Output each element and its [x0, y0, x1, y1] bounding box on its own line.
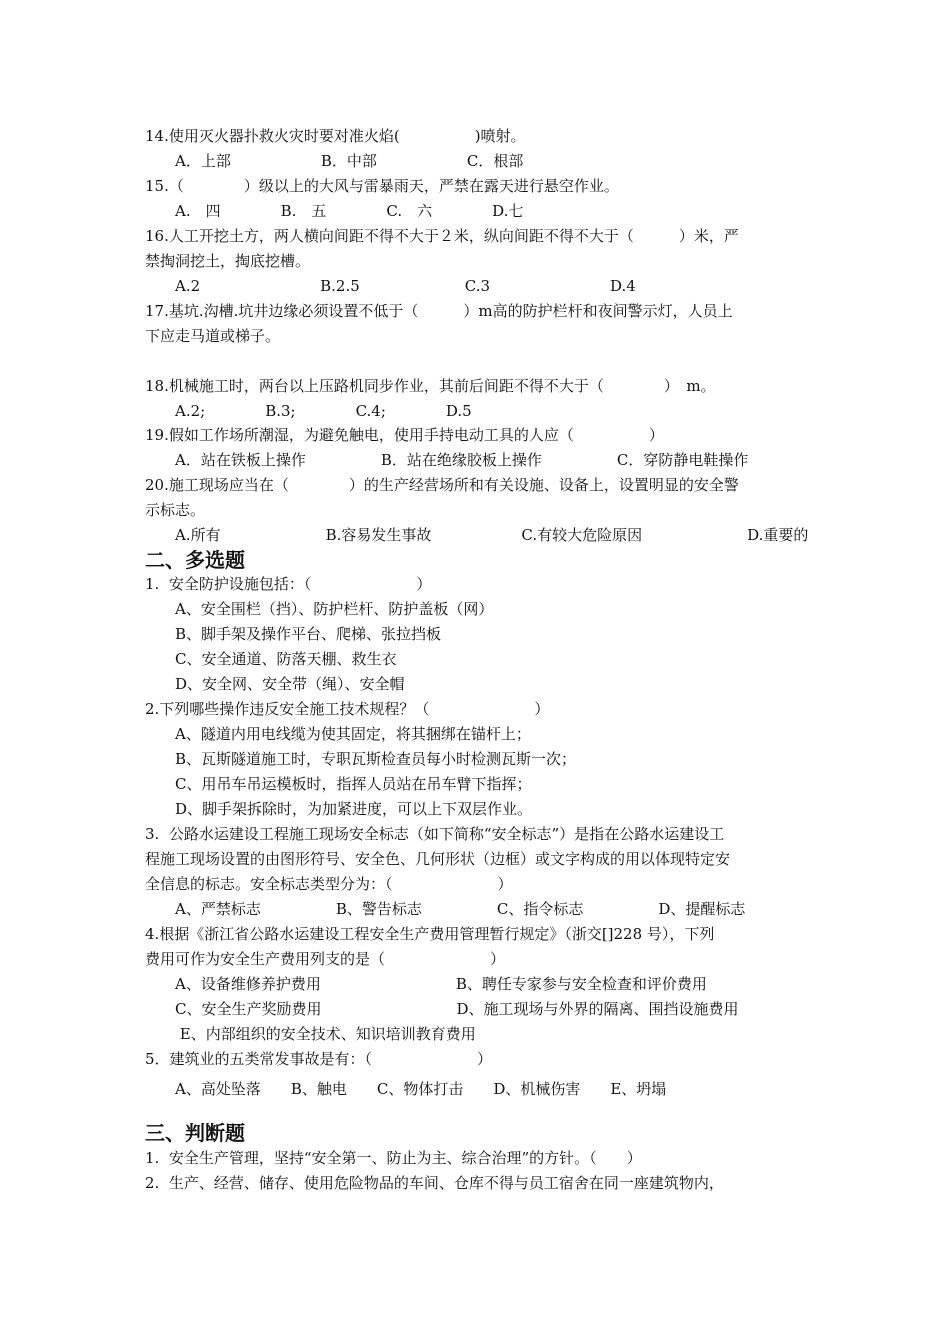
mc-question-3-options: A、严禁标志 B、警告标志 C、指令标志 D、提醒标志 — [145, 900, 746, 918]
mc-question-3-line3: 全信息的标志。安全标志类型分为：（ ） — [145, 875, 513, 893]
mc-question-2-stem: 2.下列哪些操作违反安全施工技术规程？（ ） — [145, 700, 550, 718]
mc-question-2-option-b: B、瓦斯隧道施工时，专职瓦斯检查员每小时检测瓦斯一次； — [145, 750, 577, 768]
question-16-options: A.2 B.2.5 C.3 D.4 — [145, 277, 636, 295]
mc-question-1-stem: 1. 安全防护设施包括：（ ） — [145, 575, 432, 593]
mc-question-1-option-a: A、安全围栏（挡）、防护栏杆、防护盖板（网） — [145, 600, 494, 618]
mc-question-3-line2: 程施工现场设置的由图形符号、安全色、几何形状（边框）或文字构成的用以体现特定安 — [145, 850, 731, 868]
tf-question-1: 1. 安全生产管理，坚持“安全第一、防止为主、综合治理”的方针。（ ） — [145, 1149, 642, 1167]
mc-question-4-options-row1: A、设备维修养护费用 B、聘任专家参与安全检查和评价费用 — [145, 975, 707, 993]
question-20-stem-line1: 20.施工现场应当在（ ）的生产经营场所和有关设施、设备上，设置明显的安全警 — [145, 476, 739, 494]
mc-question-5-options: A、高处坠落 B、触电 C、物体打击 D、机械伤害 E、坍塌 — [145, 1080, 667, 1098]
question-16-stem-line2: 禁掏洞挖土，掏底挖槽。 — [145, 252, 311, 270]
mc-question-4-line2: 费用可作为安全生产费用列支的是（ ） — [145, 950, 506, 968]
tf-question-2: 2. 生产、经营、储存、使用危险物品的车间、仓库不得与员工宿舍在同一座建筑物内， — [145, 1174, 724, 1192]
mc-question-3-line1: 3. 公路水运建设工程施工现场安全标志（如下简称“安全标志”）是指在公路水运建设工 — [145, 825, 725, 843]
mc-question-1-option-d: D、安全网、安全带（绳）、安全帽 — [145, 675, 405, 693]
mc-question-5-stem: 5．建筑业的五类常发事故是有：（ ） — [145, 1050, 493, 1068]
question-14-stem: 14.使用灭火器扑救火灾时要对准火焰( )喷射。 — [145, 127, 526, 145]
section-heading-multiple-choice: 二、多选题 — [145, 548, 245, 572]
mc-question-4-options-row3: E、内部组织的安全技术、知识培训教育费用 — [145, 1025, 476, 1043]
question-20-options: A.所有 B.容易发生事故 C.有较大危险原因 D.重要的 — [145, 526, 809, 544]
mc-question-2-option-d: D、脚手架拆除时，为加紧进度，可以上下双层作业。 — [145, 800, 533, 818]
question-16-stem-line1: 16.人工开挖土方，两人横向间距不得不大于２米，纵向间距不得不大于（ ）米，严 — [145, 227, 739, 245]
question-15-options: A. 四 B. 五 C. 六 D.七 — [145, 202, 524, 220]
mc-question-4-options-row2: C、安全生产奖励费用 D、施工现场与外界的隔离、围挡设施费用 — [145, 1000, 739, 1018]
mc-question-1-option-c: C、安全通道、防落天棚、救生衣 — [145, 650, 397, 668]
question-18-stem: 18.机械施工时，两台以上压路机同步作业，其前后间距不得不大于（ ） m。 — [145, 377, 716, 395]
question-17-stem-line2: 下应走马道或梯子。 — [145, 327, 281, 345]
mc-question-2-option-c: C、用吊车吊运模板时，指挥人员站在吊车臂下指挥； — [145, 775, 532, 793]
question-20-stem-line2: 示标志。 — [145, 501, 206, 519]
mc-question-4-line1: 4.根据《浙江省公路水运建设工程安全生产费用管理暂行规定》（浙交[]228 号），下列 — [145, 925, 715, 943]
question-15-stem: 15.（ ）级以上的大风与雷暴雨天，严禁在露天进行悬空作业。 — [145, 177, 619, 195]
mc-question-2-option-a: A、隧道内用电线缆为使其固定，将其捆绑在锚杆上； — [145, 725, 531, 743]
mc-question-1-option-b: B、脚手架及操作平台、爬梯、张拉挡板 — [145, 625, 442, 643]
question-19-options: A．站在铁板上操作 B．站在绝缘胶板上操作 C．穿防静电鞋操作 — [145, 451, 749, 469]
section-heading-true-false: 三、判断题 — [145, 1121, 245, 1145]
question-17-stem-line1: 17.基坑.沟槽.坑井边缘必须设置不低于（ ）m高的防护栏杆和夜间警示灯，人员上 — [145, 302, 733, 320]
question-18-options: A.2; B.3; C.4; D.5 — [145, 402, 472, 420]
question-14-options: A．上部 B．中部 C．根部 — [145, 152, 524, 170]
question-19-stem: 19.假如工作场所潮湿，为避免触电，使用手持电动工具的人应（ ） — [145, 426, 664, 444]
